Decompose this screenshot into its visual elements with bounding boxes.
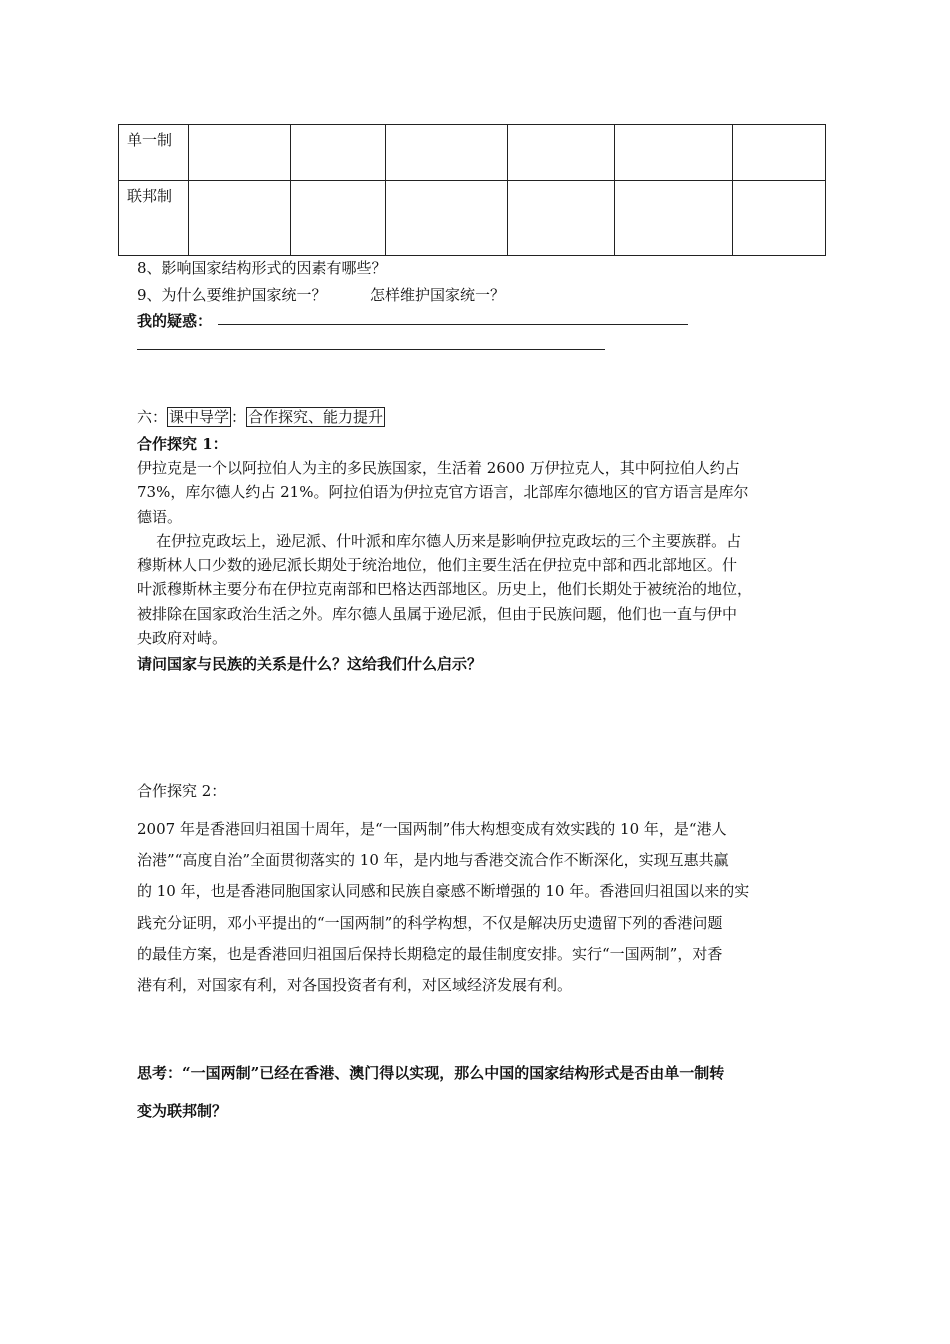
table-cell [615, 125, 733, 181]
section-6-box-guide: 课中导学 [169, 408, 230, 426]
passage-line: 践充分证明，邓小平提出的“一国两制”的科学构想，不仅是解决历史遗留下列的香港问题 [137, 913, 723, 932]
passage-line: 2007 年是香港回归祖国十周年，是“一国两制”伟大构想变成有效实践的 10 年，是“港人 [137, 820, 727, 838]
passage-line: 被排除在国家政治生活之外。库尔德人虽属于逊尼派，但由于民族问题，他们也一直与伊中 [137, 604, 738, 623]
passage-line: 的最佳方案，也是香港回归祖国后保持长期稳定的最佳制度安排。实行“一国两制”，对香 [137, 944, 723, 963]
question-9b: 怎样维护国家统一？ [370, 286, 506, 304]
passage-line: 治港”“高度自治”全面贯彻落实的 10 年，是内地与香港交流合作不断深化，实现互惠共赢 [137, 851, 729, 870]
doubts-answer-line-2[interactable] [137, 349, 605, 350]
passage-line: 穆斯林人口少数的逊尼派长期处于统治地位，他们主要生活在伊拉克中部和西北部地区。什 [137, 556, 738, 575]
passage-line: 的 10 年，也是香港同胞国家认同感和民族自豪感不断增强的 10 年。香港回归祖国以来的实 [137, 882, 750, 901]
think-line: 变为联邦制？ [137, 1102, 228, 1120]
inquiry-1-question: 请问国家与民族的关系是什么？这给我们什么启示？ [137, 655, 483, 673]
think-line: 思考：“一国两制”已经在香港、澳门得以实现，那么中国的国家结构形式是否由单一制转 [137, 1064, 725, 1082]
structure-comparison-table [118, 124, 826, 256]
row-label-federal: 联邦制 [119, 181, 189, 256]
passage-line: 港有利，对国家有利，对各国投资者有利，对区域经济发展有利。 [137, 976, 573, 995]
section-6-prefix: 六： [137, 408, 168, 426]
inquiry-2-passage [137, 814, 813, 1001]
passage-line: 伊拉克是一个以阿拉伯人为主的多民族国家，生活着 2600 万伊拉克人，其中阿拉伯人约占 [137, 459, 740, 477]
passage-line: 73%，库尔德人约占 21%。阿拉伯语为伊拉克官方语言，北部库尔德地区的官方语言是库尔 [137, 483, 749, 502]
inquiry-2-think [137, 1054, 813, 1130]
table-cell [291, 125, 386, 181]
table-cell [508, 125, 615, 181]
passage-line: 央政府对峙。 [137, 629, 228, 648]
inquiry-1-title: 合作探究 1： [137, 435, 228, 453]
table-cell [189, 125, 291, 181]
table-cell [386, 125, 508, 181]
passage-line: 叶派穆斯林主要分布在伊拉克南部和巴格达西部地区。历史上，他们长期处于被统治的地位， [137, 580, 753, 599]
table-cell [733, 125, 826, 181]
table-cell [615, 181, 733, 256]
doubts-label: 我的疑惑： [137, 312, 213, 330]
row-label-unitary: 单一制 [119, 125, 189, 181]
table-cell [291, 181, 386, 256]
table-cell [189, 181, 291, 256]
passage-line: 在伊拉克政坛上，逊尼派、什叶派和库尔德人历来是影响伊拉克政坛的三个主要族群。占 [137, 531, 742, 550]
table-cell [386, 181, 508, 256]
section-6-box-inquiry: 合作探究、能力提升 [248, 408, 384, 426]
section-6-heading [137, 406, 385, 428]
passage-line: 德语。 [137, 507, 183, 526]
table-cell [733, 181, 826, 256]
question-8: 8、影响国家结构形式的因素有哪些？ [137, 259, 387, 277]
doubts-answer-line-1[interactable] [218, 324, 688, 325]
inquiry-2-title: 合作探究 2： [137, 782, 227, 800]
section-6-separator: ： [231, 408, 247, 426]
table-row [119, 181, 826, 256]
table-cell [508, 181, 615, 256]
inquiry-1-passage [137, 456, 813, 650]
table-row [119, 125, 826, 181]
question-9a: 9、为什么要维护国家统一？ [137, 286, 327, 304]
